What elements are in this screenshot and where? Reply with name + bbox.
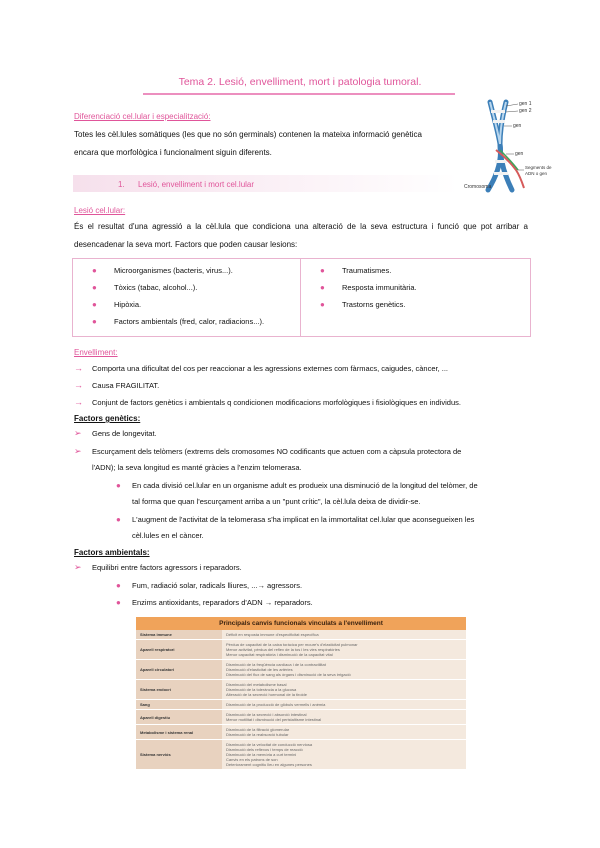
arrow-icon: → (74, 397, 83, 407)
change-line: Disminució del metabolisme basal (226, 682, 287, 687)
figure-label: gen (513, 123, 522, 129)
table-cell-system: Aparell digestiu (136, 710, 222, 725)
list-item-continuation: l'ADN); la seva longitud es manté gràcies a l'enzim telomerasa. (92, 463, 302, 472)
chromosome-icon (460, 98, 560, 193)
triangle-arrow-icon: ➢ (74, 562, 82, 572)
arrow-icon: → (74, 380, 83, 390)
differentiation-heading: Diferenciació cel.lular i especialització: (74, 112, 211, 121)
change-line: Disminució de la tolerància a la glucosa (226, 687, 297, 692)
envelliment-heading: Envelliment: (74, 348, 118, 357)
table-cell-changes (222, 660, 466, 680)
list-item: ➢ Equilibri entre factors agressors i reparadors. (74, 559, 534, 576)
change-line: Disminució de la freqüència cardíaca i de la contractilitat (226, 662, 326, 667)
change-line: Disminució dels reflexos i temps de reacció (226, 747, 303, 752)
lesion-left-list (92, 262, 297, 330)
figure-label: gen (515, 151, 524, 157)
change-line: Disminució de la secreció i absorció intestinal (226, 712, 307, 717)
table-cell-changes (222, 710, 466, 725)
change-line: Alteració de la secreció hormonal de la tiroide (226, 692, 307, 697)
list-item: ➢ Escurçament dels telòmers (extrems dels cromosomes NO codificants que actuen com a càpsula protectora de (74, 443, 534, 460)
chromosome-figure (460, 98, 560, 193)
change-line: Disminució de la reabsorció tubular (226, 732, 289, 737)
sub-list-item: ● L'augment de l'activitat de la telomerasa s'ha implicat en la immortalitat cel.lular que aconsegueixen les (116, 511, 536, 528)
arrow-icon: → (74, 363, 83, 373)
bullet-icon: ● (92, 300, 97, 309)
sub-list-item: ● Fum, radiació solar, radicals lliures, ...→ agressors. (116, 577, 536, 594)
change-line: Menor motilitat i disminució del peristaltisme intestinal (226, 717, 322, 722)
change-line: Pèrdua de capacitat de la caixa toràcica per moure's d'elasticitat pulmonar (226, 642, 358, 647)
factors-ambientals-heading: Factors ambientals: (74, 548, 150, 557)
change-line: Disminució de la filtració glomerular (226, 727, 290, 732)
list-item: → Causa FRAGILITAT. (74, 377, 534, 394)
lesion-right-list (320, 262, 525, 313)
table-cell-changes (222, 700, 466, 710)
list-item: ● Trastorns genètics. (320, 300, 406, 309)
lesio-heading: Lesió cel.lular: (74, 206, 126, 215)
sub-list-item-continuation: cèl.lules en el càncer. (132, 531, 204, 540)
bullet-icon: ● (116, 598, 121, 607)
list-item: → Conjunt de factors genètics i ambientals q condicionen modificacions morfològiques i fisiològiques en individus. (74, 394, 534, 411)
triangle-arrow-icon: ➢ (74, 446, 82, 456)
table-cell-system: Sistema nerviós (136, 740, 222, 770)
change-line: Disminució del flux de sang als òrgans i disminució de la seva irrigació (226, 672, 351, 677)
list-item: ● Microorganismes (bacteris, virus...). (92, 266, 233, 275)
envelliment-list (74, 360, 534, 411)
section-heading-bar (73, 175, 458, 192)
sub-list-item-continuation: tal forma que quan l'escurçament arriba a un "punt crític", la cèl.lula deixa de dividir-se. (132, 497, 421, 506)
bullet-icon: ● (92, 266, 97, 275)
table-cell-changes (222, 680, 466, 700)
figure-label: Segments de ADN o gen (525, 165, 552, 176)
table-cell-system: Metabolisme i sistema renal (136, 725, 222, 740)
table-row (136, 710, 466, 725)
sub-list-item: ● En cada divisió cel.lular en un organisme adult es produeix una disminució de la longitud del telòmer, de (116, 477, 536, 494)
list-item: ● Tòxics (tabac, alcohol...). (92, 283, 198, 292)
section-number: 1. (118, 180, 125, 189)
triangle-arrow-icon: ➢ (74, 428, 82, 438)
table-cell-system: Sistema endocrí (136, 680, 222, 700)
figure-label: gen 2 (519, 108, 532, 114)
table-cell-system: Sistema immune (136, 630, 222, 640)
bullet-icon: ● (320, 300, 325, 309)
lesio-text: És el resultat d'una agressió a la cèl.lula que condiciona una alteració de la seva estructura i funció que pot arribar a desencadenar la seva mort. Factors que poden causar lesions: (74, 222, 528, 249)
bullet-icon: ● (116, 515, 121, 524)
table-row (136, 660, 466, 680)
page-title: Tema 2. Lesió, envelliment, mort i patologia tumoral. (178, 76, 422, 88)
table-row (136, 700, 466, 710)
list-item: ● Hipòxia. (92, 300, 142, 309)
bullet-icon: ● (116, 581, 121, 590)
box-divider (300, 258, 301, 337)
change-line: Disminució d'elasticitat de les artèries (226, 667, 293, 672)
table-row (136, 725, 466, 740)
section-heading: Lesió, envelliment i mort cel.lular (138, 180, 255, 189)
table-body (136, 630, 466, 770)
change-line: Menor activitat, pèrdua del reflex de la tos i les vies respiratòries (226, 647, 340, 652)
aging-changes-table (136, 617, 466, 770)
figure-caption: Cromosoma (464, 184, 492, 190)
list-item: → Comporta una dificultat del cos per reaccionar a les agressions externes com fàrmacs, caigudes, càncer, ... (74, 360, 534, 377)
change-line: Deteriorament cognitiu lleu en algunes persones (226, 762, 312, 767)
table-cell-changes (222, 725, 466, 740)
title-underline (143, 93, 455, 95)
table-cell-system: Aparell respiratori (136, 640, 222, 660)
bullet-icon: ● (320, 266, 325, 275)
list-item: ● Traumatismes. (320, 266, 392, 275)
sub-list-item: ● Enzims antioxidants, reparadors d'ADN → reparadors. (116, 594, 536, 611)
change-line: Déficit en resposta immune d'especificitat específica (226, 632, 319, 637)
list-item: ● Factors ambientals (fred, calor, radiacions...). (92, 317, 265, 326)
table-row (136, 630, 466, 640)
bullet-icon: ● (92, 317, 97, 326)
table-cell-changes (222, 740, 466, 770)
change-line: Disminució de la memòria a curt termini (226, 752, 297, 757)
table-cell-system: Sang (136, 700, 222, 710)
change-line: Disminució de la velocitat de conducció nerviosa (226, 742, 313, 747)
table-cell-changes (222, 640, 466, 660)
figure-label: gen 1 (519, 101, 532, 107)
list-item: ● Resposta immunitària. (320, 283, 417, 292)
change-line: Canvis en els patrons de son (226, 757, 278, 762)
table-row (136, 740, 466, 770)
table-row (136, 640, 466, 660)
change-line: Menor capacitat respiratòria i disminució de la capacitat vital (226, 652, 333, 657)
table-cell-changes (222, 630, 466, 640)
change-line: Disminució de la producció de glòbuls vermells i anèmia (226, 702, 326, 707)
differentiation-text: Totes les cèl.lules somàtiques (les que no són germinals) contenen la mateixa informació genètica encara que morfològica i funcionalment siguin diferents. (74, 130, 422, 157)
bullet-icon: ● (320, 283, 325, 292)
table-title: Principals canvis funcionals vinculats a l'envelliment (136, 617, 466, 630)
bullet-icon: ● (116, 481, 121, 490)
list-item: ➢ Gens de longevitat. (74, 425, 534, 442)
table-row (136, 680, 466, 700)
bullet-icon: ● (92, 283, 97, 292)
factors-genetics-heading: Factors genètics: (74, 414, 141, 423)
table-cell-system: Aparell circulatori (136, 660, 222, 680)
